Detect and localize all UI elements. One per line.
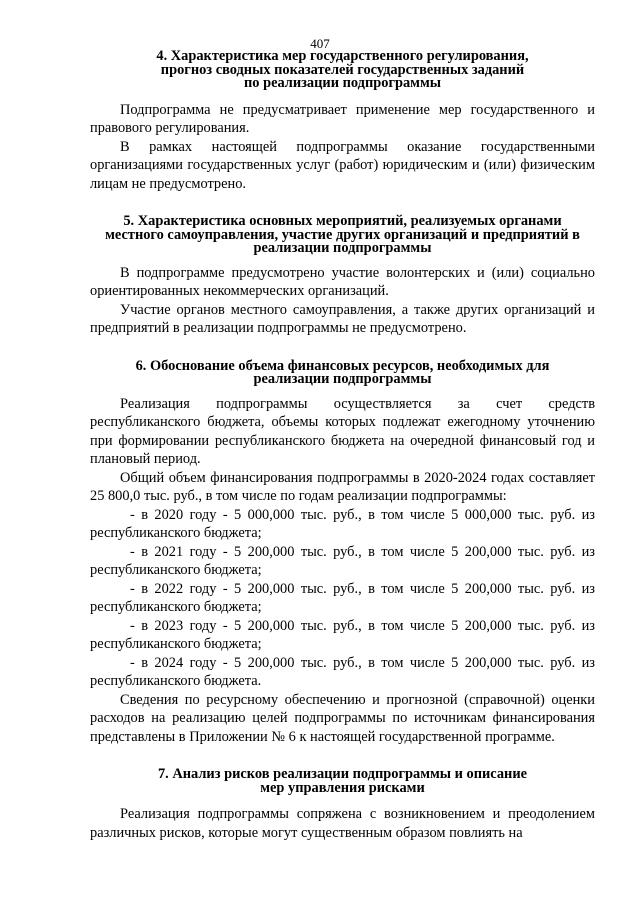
page-number: 407 [310, 36, 330, 51]
heading-line: реализации подпрограммы [253, 371, 432, 387]
heading-line: 7. Анализ рисков реализации подпрограммы и описание [157, 766, 528, 782]
paragraph: Подпрограмма не предусматривает применение мер государственного и правового регулирования. [90, 101, 595, 136]
section-4-heading [90, 50, 595, 91]
paragraph: В подпрограмме предусмотрено участие волонтерских и (или) социально ориентированных некоммерческих организаций. [90, 264, 595, 299]
heading-line: прогноз сводных показателей государственных заданий [160, 61, 525, 78]
paragraph: Участие органов местного самоуправления, а также других организаций и предприятий в реализации подпрограммы не предусмотрено. [90, 301, 595, 336]
funding-year-item: - в 2023 году - 5 200,000 тыс. руб., в том числе 5 200,000 тыс. руб. из республиканского бюджета; [90, 617, 595, 652]
heading-line: мер управления рисками [260, 779, 425, 796]
heading-line: местного самоуправления, участие других организаций и предприятий в [105, 226, 580, 243]
funding-year-item: - в 2024 году - 5 200,000 тыс. руб., в том числе 5 200,000 тыс. руб. из республиканского бюджета. [90, 654, 595, 689]
paragraph: Общий объем финансирования подпрограммы в 2020-2024 годах составляет 25 800,0 тыс. руб., в том числе по годам реализации подпрограммы: [90, 469, 595, 504]
paragraph: Реализация подпрограммы осуществляется за счет средств республиканского бюджета, объемы которых подлежат ежегодному уточнению при формировании республиканского бюджета на очередной финансовый год и плановый период. [90, 395, 595, 467]
heading-line: 5. Характеристика основных мероприятий, реализуемых органами [123, 213, 562, 229]
paragraph: Реализация подпрограммы сопряжена с возникновением и преодолением различных рисков, которые могут существенным образом повлиять на [90, 806, 595, 841]
heading-line: по реализации подпрограммы [243, 75, 442, 91]
section-6-heading [90, 357, 595, 387]
funding-year-item: - в 2022 году - 5 200,000 тыс. руб., в том числе 5 200,000 тыс. руб. из республиканского бюджета; [90, 580, 595, 615]
paragraph: Сведения по ресурсному обеспечению и прогнозной (справочной) оценки расходов на реализацию целей подпрограммы по источникам финансирования представлены в Приложении № 6 к настоящей государственной программе. [90, 691, 595, 745]
heading-line: 4. Характеристика мер государственного регулирования, [156, 48, 529, 64]
funding-year-item: - в 2021 году - 5 200,000 тыс. руб., в том числе 5 200,000 тыс. руб. из республиканского бюджета; [90, 543, 595, 578]
heading-line: 6. Обоснование объема финансовых ресурсов, необходимых для [135, 357, 550, 374]
section-7-heading [90, 768, 595, 795]
page-content [90, 50, 595, 842]
heading-line: реализации подпрограммы [253, 240, 432, 256]
section-5-heading [90, 215, 595, 256]
paragraph: В рамках настоящей подпрограммы оказание государственными организациями государственных услуг (работ) юридическим и (или) физическим лицам не предусмотрено. [90, 138, 595, 192]
funding-year-item: - в 2020 году - 5 000,000 тыс. руб., в том числе 5 000,000 тыс. руб. из республиканского бюджета; [90, 506, 595, 541]
